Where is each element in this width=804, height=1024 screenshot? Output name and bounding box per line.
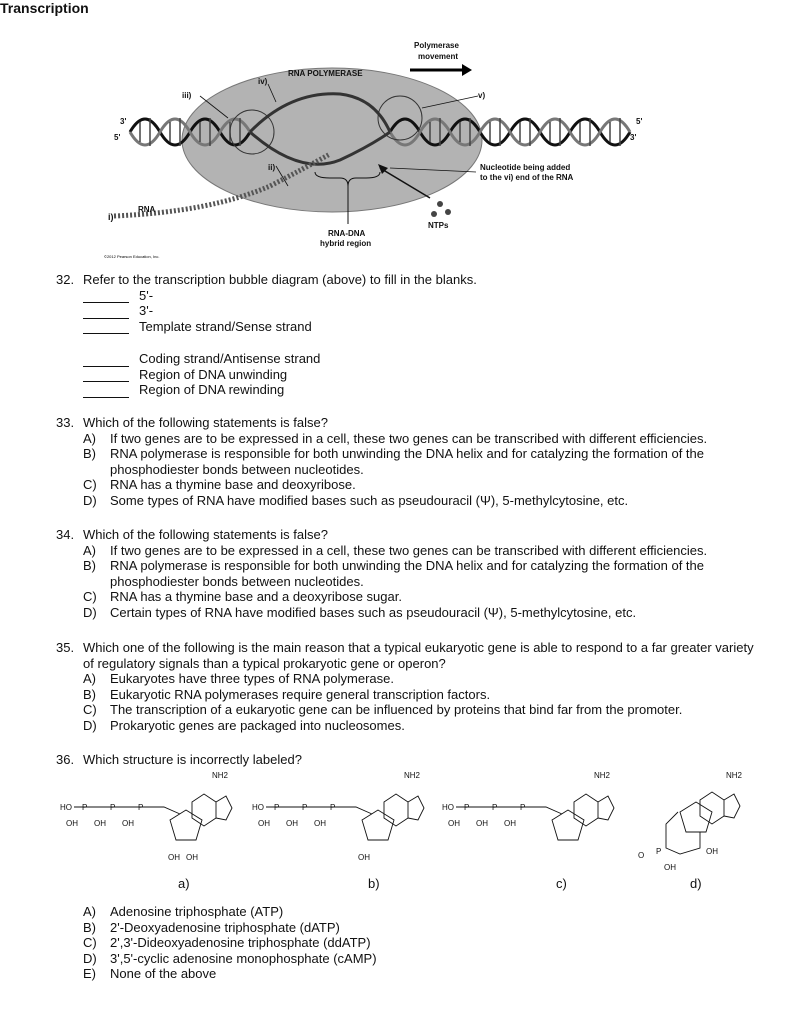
page-title: Transcription: [0, 0, 89, 16]
option-c[interactable]: C) 2',3'-Dideoxyadenosine triphosphate (ddATP): [83, 935, 371, 950]
option-a[interactable]: A) If two genes are to be expressed in a cell, these two genes can be transcribed with different efficiencies.: [83, 542, 708, 558]
svg-text:NH2: NH2: [212, 771, 229, 780]
svg-text:OH: OH: [358, 853, 370, 862]
svg-text:P: P: [110, 803, 116, 812]
answer-blank[interactable]: [83, 321, 129, 334]
nucleotide-label-2: to the vi) end of the RNA: [480, 173, 574, 182]
svg-text:OH: OH: [314, 819, 326, 828]
label-iii: iii): [182, 91, 192, 100]
answer-blank[interactable]: [83, 306, 129, 319]
question-36: [56, 752, 756, 768]
svg-text:P: P: [274, 803, 280, 812]
svg-text:OH: OH: [168, 853, 180, 862]
svg-text:OH: OH: [448, 819, 460, 828]
nucleotide-label-1: Nucleotide being added: [480, 163, 571, 172]
label-iv: iv): [258, 77, 268, 86]
svg-text:P: P: [302, 803, 308, 812]
blank-row: [83, 303, 477, 319]
structure-c: [442, 771, 614, 840]
question-number: 35.: [56, 640, 75, 655]
question-36-options: [56, 904, 756, 982]
blank-row: [83, 319, 477, 335]
svg-text:OH: OH: [258, 819, 270, 828]
blank-row: [83, 351, 477, 367]
svg-text:NH2: NH2: [726, 771, 743, 780]
blank-label: 3'-: [139, 303, 154, 318]
structure-label-d: d): [690, 876, 702, 891]
ntp-molecules: [431, 201, 451, 217]
option-b[interactable]: B) RNA polymerase is responsible for both unwinding the DNA helix and for catalyzing the formation of the phosphodiester bonds between nucleotides.: [83, 446, 704, 477]
question-number: 34.: [56, 527, 75, 542]
svg-text:OH: OH: [664, 863, 676, 872]
option-b[interactable]: B) Eukaryotic RNA polymerases require general transcription factors.: [83, 686, 491, 702]
svg-text:P: P: [492, 803, 498, 812]
svg-text:OH: OH: [706, 847, 718, 856]
end-3-right: 3': [630, 133, 637, 142]
blank-label: Region of DNA unwinding: [139, 366, 288, 382]
end-5-right: 5': [636, 117, 643, 126]
question-text: Which of the following statements is false?: [83, 415, 328, 430]
nucleotide-structures: [60, 768, 780, 876]
option-a[interactable]: A) If two genes are to be expressed in a cell, these two genes can be transcribed with different efficiencies.: [83, 430, 708, 446]
answer-blank[interactable]: [83, 354, 129, 367]
movement-label-1: Polymerase: [414, 41, 459, 50]
answer-blank[interactable]: [83, 385, 129, 398]
option-a[interactable]: A) Eukaryotes have three types of RNA polymerase.: [83, 671, 394, 686]
svg-text:OH: OH: [286, 819, 298, 828]
movement-label-2: movement: [418, 52, 459, 61]
structure-label-b: b): [368, 876, 380, 891]
question-number: 36.: [56, 752, 75, 767]
option-b[interactable]: B) 2'-Deoxyadenosine triphosphate (dATP): [83, 919, 340, 935]
structure-b: [252, 771, 424, 862]
end-5-left: 5': [114, 133, 121, 142]
blank-label: Region of DNA rewinding: [139, 382, 285, 397]
question-text: Which structure is incorrectly labeled?: [83, 752, 302, 767]
svg-text:NH2: NH2: [594, 771, 611, 780]
svg-text:OH: OH: [94, 819, 106, 828]
answer-blank[interactable]: [83, 369, 129, 382]
label-ii: ii): [268, 163, 276, 172]
svg-text:OH: OH: [66, 819, 78, 828]
structure-d: [638, 771, 743, 872]
copyright: ©2012 Pearson Education, Inc.: [104, 254, 160, 259]
end-3-left: 3': [120, 117, 127, 126]
rna-label: RNA: [138, 205, 156, 214]
blank-row: [83, 367, 477, 383]
option-e[interactable]: E) None of the above: [83, 966, 217, 981]
blank-label: 5'-: [139, 287, 154, 303]
structure-label-a: a): [178, 876, 190, 891]
movement-arrowhead: [462, 64, 472, 76]
label-v: v): [478, 91, 486, 100]
option-c[interactable]: C) RNA has a thymine base and deoxyribose.: [83, 477, 356, 492]
svg-text:OH: OH: [122, 819, 134, 828]
svg-text:P: P: [520, 803, 526, 812]
blank-label: Template strand/Sense strand: [139, 318, 312, 334]
option-a[interactable]: A) Adenosine triphosphate (ATP): [83, 904, 284, 919]
blank-label: Coding strand/Antisense strand: [139, 351, 321, 366]
svg-text:P: P: [656, 847, 662, 856]
svg-text:P: P: [138, 803, 144, 812]
question-34: [56, 527, 756, 620]
svg-text:HO: HO: [252, 803, 264, 812]
svg-text:OH: OH: [504, 819, 516, 828]
blank-row: [83, 382, 477, 398]
structure-label-c: c): [556, 876, 567, 891]
question-number: 33.: [56, 415, 75, 430]
svg-text:O: O: [638, 851, 645, 860]
svg-text:P: P: [330, 803, 336, 812]
question-text: Which of the following statements is false?: [83, 527, 328, 542]
option-d[interactable]: D) Prokaryotic genes are packaged into nucleosomes.: [83, 717, 405, 733]
svg-text:NH2: NH2: [404, 771, 421, 780]
svg-text:OH: OH: [186, 853, 198, 862]
answer-blank[interactable]: [83, 290, 129, 303]
option-d[interactable]: D) 3',5'-cyclic adenosine monophosphate (cAMP): [83, 950, 377, 966]
structure-a: [60, 771, 232, 862]
question-number: 32.: [56, 272, 75, 287]
svg-text:P: P: [464, 803, 470, 812]
question-32: [56, 272, 477, 398]
option-b[interactable]: B) RNA polymerase is responsible for both unwinding the DNA helix and for catalyzing the formation of the phosphodiester bonds between nucleotides.: [83, 558, 704, 589]
hybrid-label-2: hybrid region: [320, 239, 372, 248]
question-33: [56, 415, 756, 508]
polymerase-label: RNA POLYMERASE: [288, 69, 363, 78]
question-text: Refer to the transcription bubble diagram (above) to fill in the blanks.: [83, 272, 477, 287]
option-c[interactable]: C) The transcription of a eukaryotic gene can be influenced by proteins that bind far from the promoter.: [83, 702, 683, 717]
ntps-label: NTPs: [428, 221, 449, 230]
option-c[interactable]: C) RNA has a thymine base and a deoxyribose sugar.: [83, 589, 402, 604]
hybrid-label-1: RNA-DNA: [328, 229, 366, 238]
option-d[interactable]: D) Certain types of RNA have modified bases such as pseudouracil (Ψ), 5-methylcytosine, etc.: [83, 604, 637, 620]
question-text: Which one of the following is the main reason that a typical eukaryotic gene is able to respond to a far greater variety of regulatory signals than a typical prokaryotic gene or operon?: [83, 640, 754, 671]
svg-text:HO: HO: [60, 803, 72, 812]
svg-text:HO: HO: [442, 803, 454, 812]
svg-text:P: P: [82, 803, 88, 812]
blank-row: [83, 288, 477, 304]
question-35: [56, 640, 756, 733]
svg-text:OH: OH: [476, 819, 488, 828]
label-i: i): [108, 212, 114, 222]
option-d[interactable]: D) Some types of RNA have modified bases such as pseudouracil (Ψ), 5-methylcytosine, etc.: [83, 492, 629, 508]
transcription-diagram: [100, 36, 660, 264]
